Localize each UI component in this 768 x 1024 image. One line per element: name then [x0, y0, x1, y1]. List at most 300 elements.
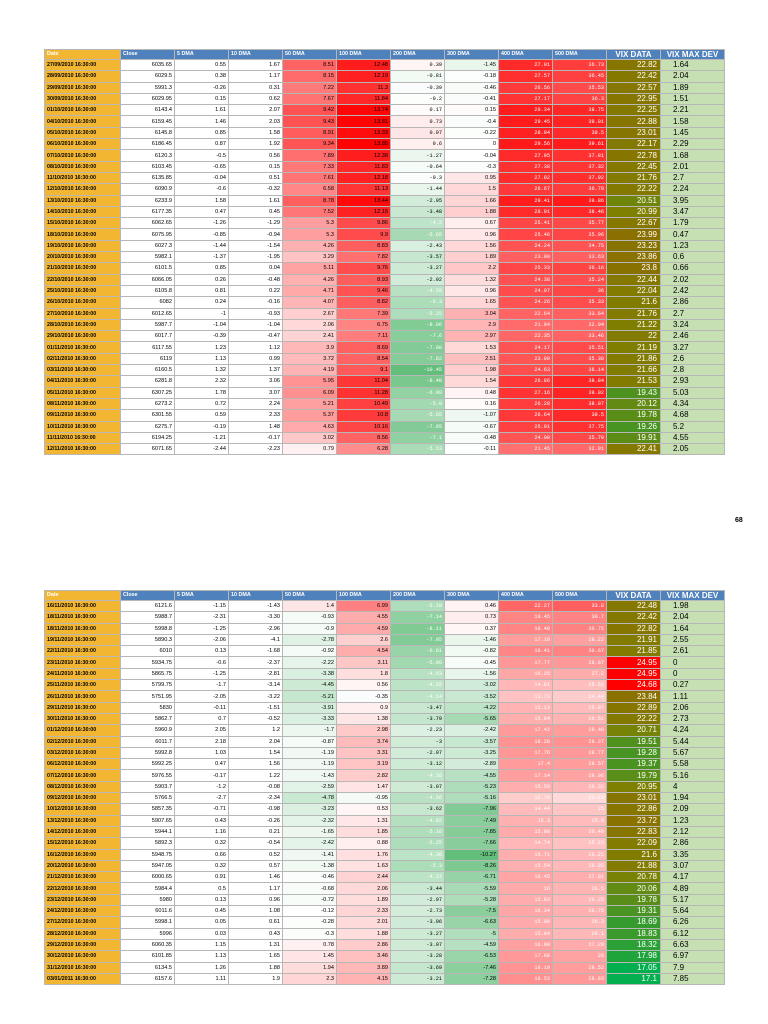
cell-vix-data: 21.19 [607, 342, 661, 353]
cell-dma-100: 2.6 [337, 634, 391, 645]
cell-dma-5: 1.11 [175, 973, 229, 984]
cell-close: 6029.5 [121, 71, 175, 82]
cell-dma-5: -0.11 [175, 702, 229, 713]
header-vix-data: VIX DATA [607, 591, 661, 601]
cell-dma-50: -1.7 [283, 725, 337, 736]
cell-dma-5: 0.85 [175, 127, 229, 138]
cell-vix-max-dev: 2.21 [661, 105, 725, 116]
cell-dma-100: 3.74 [337, 736, 391, 747]
cell-vix-max-dev: 6.12 [661, 928, 725, 939]
cell-dma-200: 0.97 [391, 127, 445, 138]
table-row [45, 116, 725, 127]
cell-vix-data: 22.25 [607, 105, 661, 116]
cell-dma-400: 25.91 [499, 421, 553, 432]
cell-dma-400: 27.17 [499, 93, 553, 104]
cell-close: 6157.6 [121, 973, 175, 984]
cell-dma-300: -6.63 [445, 917, 499, 928]
cell-dma-300: -0.18 [445, 71, 499, 82]
cell-dma-100: 3.31 [337, 747, 391, 758]
cell-dma-10: 0.22 [229, 285, 283, 296]
cell-dma-10: 0.96 [229, 894, 283, 905]
cell-dma-200: -7.14 [391, 612, 445, 623]
data-table-1 [44, 49, 725, 455]
cell-close: 5987.7 [121, 319, 175, 330]
cell-dma-10: -0.26 [229, 815, 283, 826]
cell-dma-500: 26.49 [553, 826, 607, 837]
table-row [45, 793, 725, 804]
table-row [45, 725, 725, 736]
header-dma-500: 500 DMA [553, 50, 607, 60]
cell-dma-200: -3.27 [391, 263, 445, 274]
cell-date: 23/12/2010 16:30:00 [45, 894, 121, 905]
cell-close: 6134.5 [121, 962, 175, 973]
cell-dma-200: -7.6 [391, 331, 445, 342]
cell-dma-50: -1.41 [283, 849, 337, 860]
cell-dma-100: 10.16 [337, 421, 391, 432]
cell-dma-5: 1.61 [175, 105, 229, 116]
cell-dma-5: -0.5 [175, 150, 229, 161]
cell-dma-200: -6.61 [391, 646, 445, 657]
cell-vix-data: 22.42 [607, 612, 661, 623]
cell-dma-400: 27.57 [499, 71, 553, 82]
cell-dma-50: -1.65 [283, 826, 337, 837]
cell-dma-50: 8.91 [283, 127, 337, 138]
cell-dma-400: 26.67 [499, 184, 553, 195]
cell-date: 16/12/2010 16:30:00 [45, 849, 121, 860]
cell-dma-300: 0.37 [445, 623, 499, 634]
cell-dma-50: -4.78 [283, 793, 337, 804]
cell-dma-5: 0.85 [175, 263, 229, 274]
table-row [45, 342, 725, 353]
cell-dma-5: 1.13 [175, 951, 229, 962]
cell-date: 04/10/2010 16:30:00 [45, 116, 121, 127]
cell-vix-max-dev: 1.98 [661, 601, 725, 612]
cell-vix-data: 23.84 [607, 691, 661, 702]
cell-dma-10: 0.21 [229, 826, 283, 837]
cell-date: 28/10/2010 16:30:00 [45, 319, 121, 330]
cell-vix-max-dev: 4.55 [661, 432, 725, 443]
cell-dma-500: 32.94 [553, 319, 607, 330]
cell-vix-max-dev: 1.58 [661, 116, 725, 127]
cell-dma-400: 23.09 [499, 252, 553, 263]
table-row [45, 826, 725, 837]
cell-vix-max-dev: 3.07 [661, 860, 725, 871]
cell-vix-data: 24.95 [607, 668, 661, 679]
cell-date: 27/12/2010 16:30:00 [45, 917, 121, 928]
cell-dma-100: 12.48 [337, 60, 391, 71]
cell-dma-400: 22.35 [499, 331, 553, 342]
cell-vix-data: 19.78 [607, 894, 661, 905]
cell-vix-data: 22.86 [607, 804, 661, 815]
cell-dma-400: 21.94 [499, 319, 553, 330]
cell-vix-max-dev: 2.04 [661, 612, 725, 623]
cell-dma-100: 1.76 [337, 849, 391, 860]
cell-dma-100: -0.35 [337, 691, 391, 702]
cell-vix-data: 18.69 [607, 917, 661, 928]
cell-dma-400: 15.98 [499, 917, 553, 928]
cell-vix-max-dev: 2.46 [661, 331, 725, 342]
table-row [45, 973, 725, 984]
cell-dma-50: 9.43 [283, 116, 337, 127]
cell-dma-200: -3.48 [391, 206, 445, 217]
cell-close: 6120.3 [121, 150, 175, 161]
cell-dma-300: -5 [445, 928, 499, 939]
table-row [45, 229, 725, 240]
cell-dma-100: 12.19 [337, 71, 391, 82]
cell-dma-10: -1.43 [229, 601, 283, 612]
cell-date: 06/12/2010 16:30:00 [45, 759, 121, 770]
cell-date: 08/12/2010 16:30:00 [45, 781, 121, 792]
cell-vix-data: 20.51 [607, 195, 661, 206]
cell-dma-100: 8.69 [337, 342, 391, 353]
cell-dma-50: 5.11 [283, 263, 337, 274]
cell-dma-100: 8.54 [337, 353, 391, 364]
cell-close: 6121.6 [121, 601, 175, 612]
table-row [45, 71, 725, 82]
cell-date: 01/11/2010 16:30:00 [45, 342, 121, 353]
table-row [45, 60, 725, 71]
cell-dma-200: -4.14 [391, 691, 445, 702]
cell-dma-200: -8.11 [391, 623, 445, 634]
cell-dma-50: -2.32 [283, 815, 337, 826]
cell-vix-max-dev: 5.2 [661, 421, 725, 432]
cell-dma-500: 28 [553, 951, 607, 962]
cell-dma-200: 0.73 [391, 116, 445, 127]
cell-vix-data: 22.04 [607, 285, 661, 296]
cell-dma-200: -2.73 [391, 906, 445, 917]
cell-dma-10: -3.14 [229, 680, 283, 691]
table-row [45, 917, 725, 928]
cell-dma-300: 1.65 [445, 297, 499, 308]
table-row [45, 93, 725, 104]
cell-dma-100: 11.3 [337, 82, 391, 93]
cell-dma-300: -0.45 [445, 657, 499, 668]
cell-dma-100: 12.18 [337, 172, 391, 183]
cell-dma-100: 10.49 [337, 398, 391, 409]
cell-dma-5: 0.47 [175, 759, 229, 770]
cell-dma-400: 27.16 [499, 387, 553, 398]
cell-dma-5: 0.26 [175, 274, 229, 285]
cell-dma-100: 6.99 [337, 601, 391, 612]
table-row [45, 962, 725, 973]
cell-dma-400: 29.56 [499, 139, 553, 150]
cell-dma-500: 35.38 [553, 353, 607, 364]
cell-dma-200: -0.64 [391, 161, 445, 172]
cell-dma-10: 0.04 [229, 263, 283, 274]
cell-dma-100: 3.11 [337, 657, 391, 668]
cell-vix-max-dev: 2.06 [661, 702, 725, 713]
cell-vix-data: 19.43 [607, 387, 661, 398]
cell-dma-200: -5.25 [391, 308, 445, 319]
cell-date: 15/12/2010 16:30:00 [45, 838, 121, 849]
cell-vix-max-dev: 6.26 [661, 917, 725, 928]
header-dma-100: 100 DMA [337, 591, 391, 601]
cell-dma-300: -1.46 [445, 634, 499, 645]
cell-dma-300: -10.27 [445, 849, 499, 860]
cell-dma-400: 25.33 [499, 263, 553, 274]
cell-dma-200: -7.1 [391, 432, 445, 443]
cell-dma-200: -4.56 [391, 793, 445, 804]
header-dma-300: 300 DMA [445, 591, 499, 601]
cell-dma-500: 27.29 [553, 939, 607, 950]
cell-dma-10: 0.45 [229, 206, 283, 217]
cell-dma-300: 1.98 [445, 365, 499, 376]
cell-dma-50: 4.71 [283, 285, 337, 296]
cell-dma-10: -1.04 [229, 319, 283, 330]
cell-dma-300: -1.56 [445, 668, 499, 679]
cell-close: 5799.75 [121, 680, 175, 691]
cell-dma-50: -1.43 [283, 770, 337, 781]
cell-dma-400: 29.45 [499, 116, 553, 127]
cell-dma-5: 1.32 [175, 365, 229, 376]
cell-dma-400: 16.45 [499, 872, 553, 883]
cell-date: 16/11/2010 16:30:00 [45, 601, 121, 612]
cell-dma-400: 17.77 [499, 657, 553, 668]
cell-date: 01/12/2010 16:30:00 [45, 725, 121, 736]
cell-dma-5: -1.37 [175, 252, 229, 263]
cell-date: 07/10/2010 16:30:00 [45, 150, 121, 161]
cell-dma-300: 0.67 [445, 218, 499, 229]
cell-dma-5: 0.13 [175, 894, 229, 905]
cell-vix-data: 22.82 [607, 623, 661, 634]
cell-dma-500: 39.86 [553, 195, 607, 206]
cell-dma-400: 24.17 [499, 342, 553, 353]
cell-vix-max-dev: 1.79 [661, 218, 725, 229]
cell-dma-5: -2.05 [175, 691, 229, 702]
cell-dma-500: 23.23 [553, 793, 607, 804]
cell-dma-300: -0.46 [445, 82, 499, 93]
cell-dma-400: 19.41 [499, 646, 553, 657]
cell-dma-5: 1.03 [175, 747, 229, 758]
cell-dma-50: 3.02 [283, 432, 337, 443]
cell-close: 6301.55 [121, 410, 175, 421]
cell-dma-500: 28.87 [553, 657, 607, 668]
cell-dma-500: 39.02 [553, 387, 607, 398]
cell-dma-200: -10.45 [391, 365, 445, 376]
cell-date: 08/11/2010 16:30:00 [45, 398, 121, 409]
cell-dma-200: -4.37 [391, 872, 445, 883]
cell-vix-data: 23.72 [607, 815, 661, 826]
cell-dma-5: 0.13 [175, 646, 229, 657]
cell-dma-5: -0.65 [175, 161, 229, 172]
cell-date: 02/12/2010 16:30:00 [45, 736, 121, 747]
cell-dma-10: -3.22 [229, 691, 283, 702]
cell-close: 5903.7 [121, 781, 175, 792]
table-row [45, 906, 725, 917]
header-dma-5: 5 DMA [175, 591, 229, 601]
cell-dma-200: -3.69 [391, 962, 445, 973]
cell-dma-10: 1.56 [229, 759, 283, 770]
cell-dma-10: -2.81 [229, 668, 283, 679]
cell-dma-50: 2.3 [283, 973, 337, 984]
cell-close: 6177.35 [121, 206, 175, 217]
cell-dma-100: 13.85 [337, 139, 391, 150]
cell-vix-max-dev: 2.86 [661, 838, 725, 849]
cell-dma-300: -0.41 [445, 93, 499, 104]
cell-dma-100: 13.81 [337, 116, 391, 127]
cell-dma-300: 0.95 [445, 172, 499, 183]
cell-dma-500: 25.62 [553, 680, 607, 691]
cell-dma-400: 13.73 [499, 691, 553, 702]
cell-dma-200: -5.16 [391, 826, 445, 837]
cell-dma-500: 36.16 [553, 263, 607, 274]
cell-close: 5980 [121, 894, 175, 905]
cell-dma-100: 2.33 [337, 906, 391, 917]
cell-dma-500: 35.77 [553, 218, 607, 229]
cell-dma-100: 1.47 [337, 781, 391, 792]
cell-dma-10: -0.54 [229, 838, 283, 849]
cell-dma-5: -2.06 [175, 634, 229, 645]
cell-dma-100: 4.15 [337, 973, 391, 984]
cell-dma-100: 9.1 [337, 365, 391, 376]
cell-vix-max-dev: 5.03 [661, 387, 725, 398]
cell-dma-300: 1.88 [445, 206, 499, 217]
cell-dma-10: 2.07 [229, 105, 283, 116]
cell-dma-50: 0.78 [283, 939, 337, 950]
cell-dma-300: 0.96 [445, 285, 499, 296]
cell-date: 19/10/2010 16:30:00 [45, 240, 121, 251]
cell-vix-data: 22.83 [607, 826, 661, 837]
cell-date: 18/10/2010 16:30:00 [45, 229, 121, 240]
cell-close: 6117.55 [121, 342, 175, 353]
cell-dma-50: -3.33 [283, 713, 337, 724]
cell-dma-10: -1.54 [229, 240, 283, 251]
table-row [45, 883, 725, 894]
cell-dma-500: 28.57 [553, 759, 607, 770]
cell-dma-300: -5.65 [445, 713, 499, 724]
cell-dma-200: -1.27 [391, 150, 445, 161]
cell-dma-400: 24.97 [499, 285, 553, 296]
cell-dma-200: -4.16 [391, 770, 445, 781]
header-dma-300: 300 DMA [445, 50, 499, 60]
cell-dma-500: 38.46 [553, 206, 607, 217]
cell-dma-50: 2.41 [283, 331, 337, 342]
cell-dma-500: 25.9 [553, 815, 607, 826]
cell-dma-500: 26.51 [553, 713, 607, 724]
cell-dma-200: -3.12 [391, 759, 445, 770]
cell-dma-400: 27.95 [499, 150, 553, 161]
cell-vix-data: 22.95 [607, 93, 661, 104]
cell-vix-max-dev: 2.05 [661, 444, 725, 455]
cell-vix-max-dev: 0.27 [661, 680, 725, 691]
cell-dma-100: 2.06 [337, 883, 391, 894]
cell-close: 6012.65 [121, 308, 175, 319]
cell-dma-500: 36.73 [553, 60, 607, 71]
cell-dma-400: 26.64 [499, 410, 553, 421]
cell-dma-200: -5.3 [391, 297, 445, 308]
cell-dma-300: 0.96 [445, 229, 499, 240]
header-dma-50: 50 DMA [283, 591, 337, 601]
header-close: Close [121, 591, 175, 601]
cell-dma-50: -0.68 [283, 883, 337, 894]
cell-vix-data: 22.88 [607, 116, 661, 127]
cell-vix-data: 22.57 [607, 82, 661, 93]
cell-date: 30/12/2010 16:30:00 [45, 951, 121, 962]
cell-vix-max-dev: 5.17 [661, 894, 725, 905]
cell-vix-data: 24.95 [607, 657, 661, 668]
table-row [45, 105, 725, 116]
cell-dma-200: -3.27 [391, 928, 445, 939]
cell-date: 07/12/2010 16:30:00 [45, 770, 121, 781]
cell-dma-400: 22.64 [499, 308, 553, 319]
cell-dma-50: -2.22 [283, 657, 337, 668]
cell-vix-data: 19.51 [607, 736, 661, 747]
cell-dma-200: -3.79 [391, 713, 445, 724]
cell-dma-5: 0.72 [175, 398, 229, 409]
cell-dma-10: 1.88 [229, 962, 283, 973]
header-row [45, 50, 725, 60]
cell-dma-50: 9.42 [283, 105, 337, 116]
cell-vix-data: 22.45 [607, 161, 661, 172]
cell-dma-10: 2.03 [229, 116, 283, 127]
cell-close: 6075.95 [121, 229, 175, 240]
cell-dma-100: 4.54 [337, 646, 391, 657]
cell-dma-50: 3.29 [283, 252, 337, 263]
header-dma-400: 400 DMA [499, 50, 553, 60]
cell-dma-500: 28.22 [553, 634, 607, 645]
cell-date: 11/11/2010 16:30:00 [45, 432, 121, 443]
cell-vix-max-dev: 3.95 [661, 195, 725, 206]
cell-close: 6275.7 [121, 421, 175, 432]
cell-dma-10: -0.52 [229, 713, 283, 724]
cell-dma-400: 28.01 [499, 206, 553, 217]
cell-dma-50: 5.37 [283, 410, 337, 421]
cell-dma-200: -6.98 [391, 387, 445, 398]
cell-vix-max-dev: 1.23 [661, 240, 725, 251]
cell-close: 6010 [121, 646, 175, 657]
cell-dma-100: 1.31 [337, 815, 391, 826]
table-row [45, 387, 725, 398]
cell-dma-50: -2.78 [283, 634, 337, 645]
cell-dma-10: 1.31 [229, 939, 283, 950]
cell-dma-400: 14.44 [499, 804, 553, 815]
cell-dma-400: 16 [499, 883, 553, 894]
cell-close: 5944.1 [121, 826, 175, 837]
cell-vix-data: 21.85 [607, 646, 661, 657]
cell-dma-400: 24.08 [499, 432, 553, 443]
cell-dma-50: 7.22 [283, 82, 337, 93]
cell-close: 6159.45 [121, 116, 175, 127]
cell-dma-400: 15.83 [499, 894, 553, 905]
cell-vix-max-dev: 2.93 [661, 376, 725, 387]
cell-dma-10: 1.12 [229, 342, 283, 353]
cell-dma-400: 15.64 [499, 713, 553, 724]
cell-vix-data: 21.76 [607, 308, 661, 319]
cell-dma-400: 17.14 [499, 770, 553, 781]
cell-close: 6090.9 [121, 184, 175, 195]
table-row [45, 172, 725, 183]
cell-dma-10: 2.04 [229, 736, 283, 747]
cell-dma-50: -0.92 [283, 646, 337, 657]
cell-dma-100: 2.44 [337, 872, 391, 883]
cell-close: 5988.7 [121, 612, 175, 623]
cell-dma-200: -3.07 [391, 939, 445, 950]
table-row [45, 410, 725, 421]
table-row [45, 939, 725, 950]
cell-vix-max-dev: 4.34 [661, 398, 725, 409]
cell-dma-500: 33.63 [553, 252, 607, 263]
cell-dma-10: 0.43 [229, 928, 283, 939]
cell-dma-200: -3 [391, 736, 445, 747]
cell-dma-200: 0.17 [391, 105, 445, 116]
cell-dma-100: 7.11 [337, 331, 391, 342]
table-row [45, 218, 725, 229]
cell-dma-50: 7.89 [283, 150, 337, 161]
cell-close: 6011.6 [121, 906, 175, 917]
cell-vix-max-dev: 1.64 [661, 60, 725, 71]
cell-dma-50: 1.94 [283, 962, 337, 973]
cell-dma-5: 0.59 [175, 410, 229, 421]
